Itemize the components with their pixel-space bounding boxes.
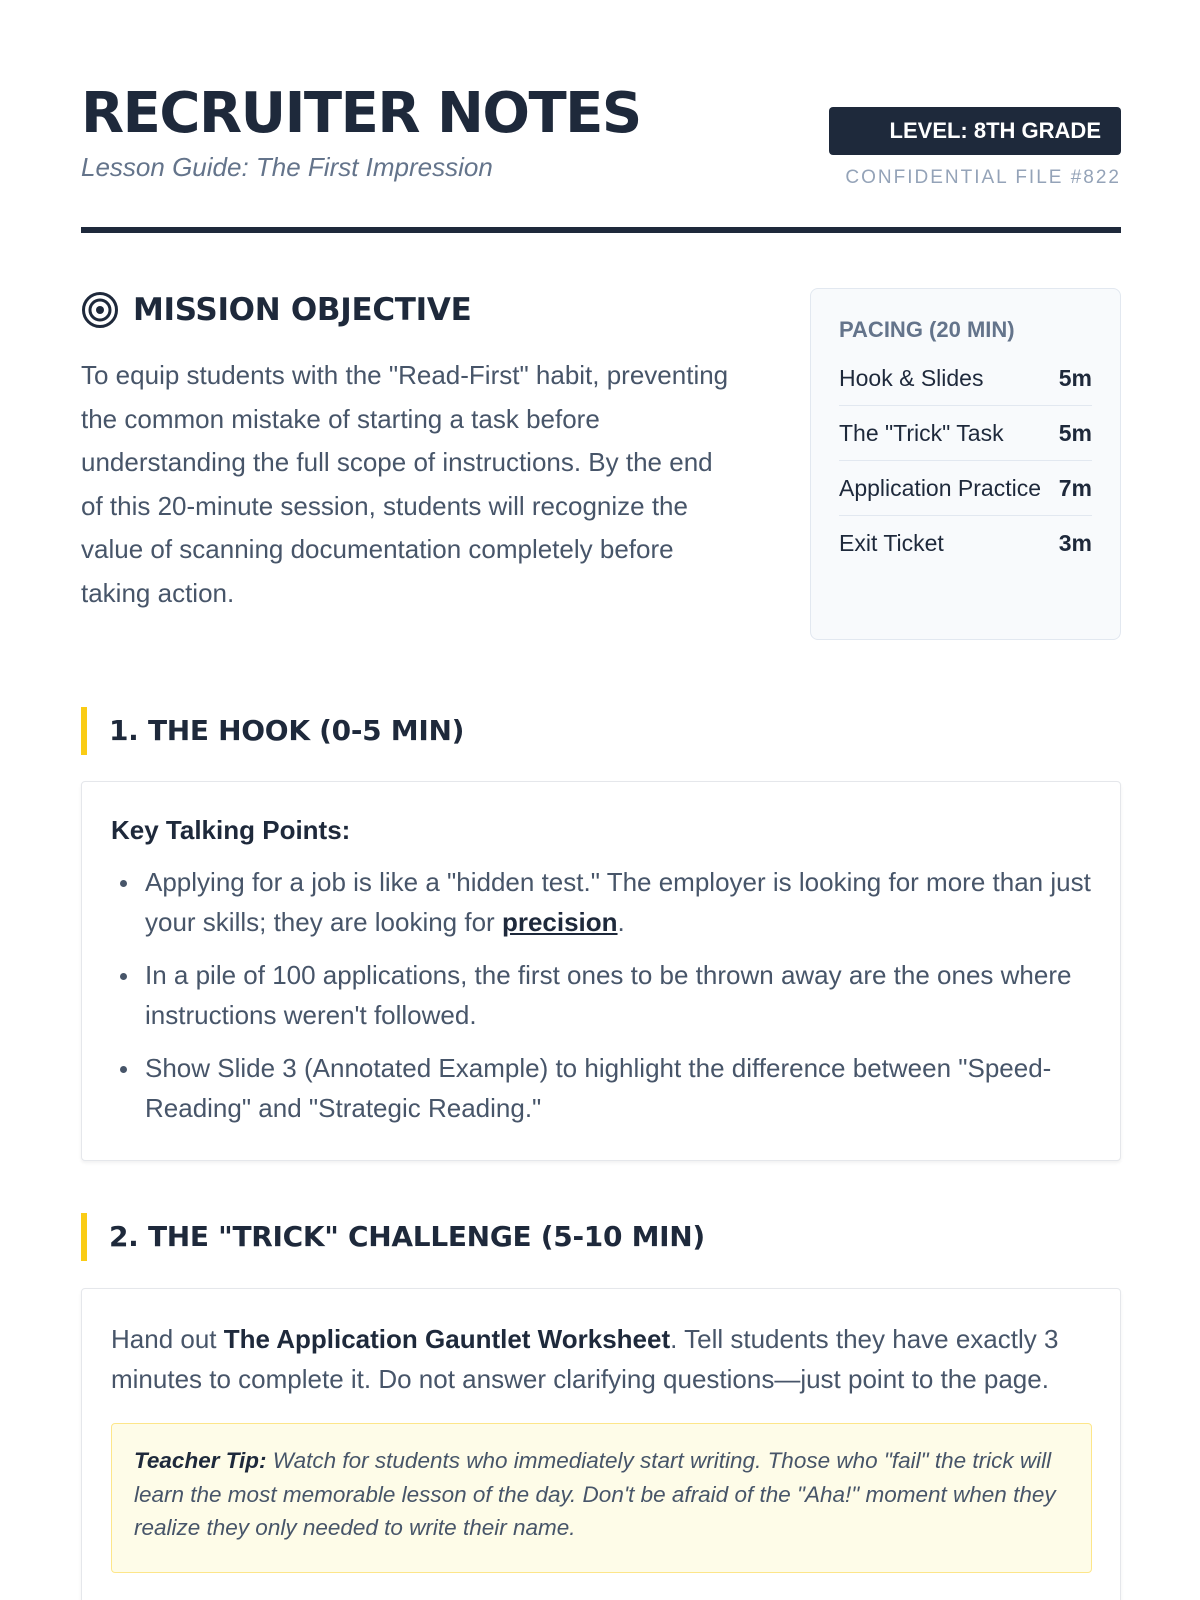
mission-objective-section <box>81 288 741 615</box>
pacing-item <box>839 516 1092 571</box>
pacing-item-time: 7m <box>1058 474 1092 501</box>
page-subtitle: Lesson Guide: The First Impression <box>81 152 493 182</box>
precision-emphasis: precision <box>501 907 618 937</box>
worksheet-name: The Application Gauntlet Worksheet <box>223 1324 671 1354</box>
list-item: Show Slide 3 (Annotated Example) to highlight the difference between "Speed-Reading" and "Strategic Reading." <box>111 1048 1092 1128</box>
pacing-list <box>839 351 1092 571</box>
pacing-title: PACING (20 MIN) <box>839 317 1015 342</box>
key-talking-points-label: Key Talking Points: <box>111 815 351 845</box>
hook-card <box>81 781 1121 1161</box>
trick-instructions <box>111 1319 1092 1399</box>
confidential-file-label: CONFIDENTIAL FILE #822 <box>845 167 1121 188</box>
pacing-item-time: 3m <box>1058 530 1092 556</box>
list-item-text: Applying for a job is like a "hidden test." The employer is looking for more than just your skills; they are looking for <box>145 867 1091 937</box>
list-item <box>111 862 1092 942</box>
trick-heading: 2. THE "TRICK" CHALLENGE (5-10 MIN) <box>81 1213 1121 1261</box>
pacing-item-label: The "Trick" Task <box>839 419 1004 446</box>
teacher-tip-text: Watch for students who immediately start writing. Those who "fail" the trick will learn the most memorable lesson of the day. Don't be afraid of the "Aha!" moment when they realize they only needed to write their name. <box>134 1448 1056 1540</box>
trick-text-start: Hand out <box>111 1324 224 1354</box>
pacing-item <box>839 351 1092 406</box>
hook-heading: 1. THE HOOK (0-5 MIN) <box>81 707 1121 755</box>
talking-points-list <box>111 862 1092 1128</box>
mission-heading <box>81 288 741 332</box>
pacing-box <box>810 288 1121 640</box>
level-badge: LEVEL: 8TH GRADE <box>829 107 1121 155</box>
trick-card <box>81 1288 1121 1600</box>
target-icon <box>81 291 119 329</box>
pacing-item-label: Hook & Slides <box>839 364 984 391</box>
page-title: RECRUITER NOTES <box>81 81 641 146</box>
mission-title: MISSION OBJECTIVE <box>133 292 472 328</box>
list-item-text-end: . <box>617 907 625 937</box>
header-divider <box>81 227 1121 233</box>
page-header <box>81 80 1121 234</box>
teacher-tip <box>111 1423 1092 1573</box>
pacing-item-label: Application Practice <box>839 474 1041 501</box>
pacing-item-time: 5m <box>1058 419 1092 446</box>
pacing-item <box>839 461 1092 516</box>
teacher-tip-label: Teacher Tip: <box>134 1448 267 1473</box>
pacing-item-label: Exit Ticket <box>839 530 944 556</box>
pacing-item-time: 5m <box>1058 364 1092 391</box>
list-item: In a pile of 100 applications, the first ones to be thrown away are the ones where instructions weren't followed. <box>111 955 1092 1035</box>
mission-text: To equip students with the "Read-First" habit, preventing the common mistake of starting a task before understanding the full scope of instructions. By the end of this 20-minute session, students will recognize the value of scanning documentation completely before taking action. <box>81 360 729 608</box>
pacing-item <box>839 406 1092 461</box>
trick-text-end: . Tell students they have exactly 3 minutes to complete it. Do not answer clarifying questions—just point to the page. <box>111 1324 1059 1394</box>
